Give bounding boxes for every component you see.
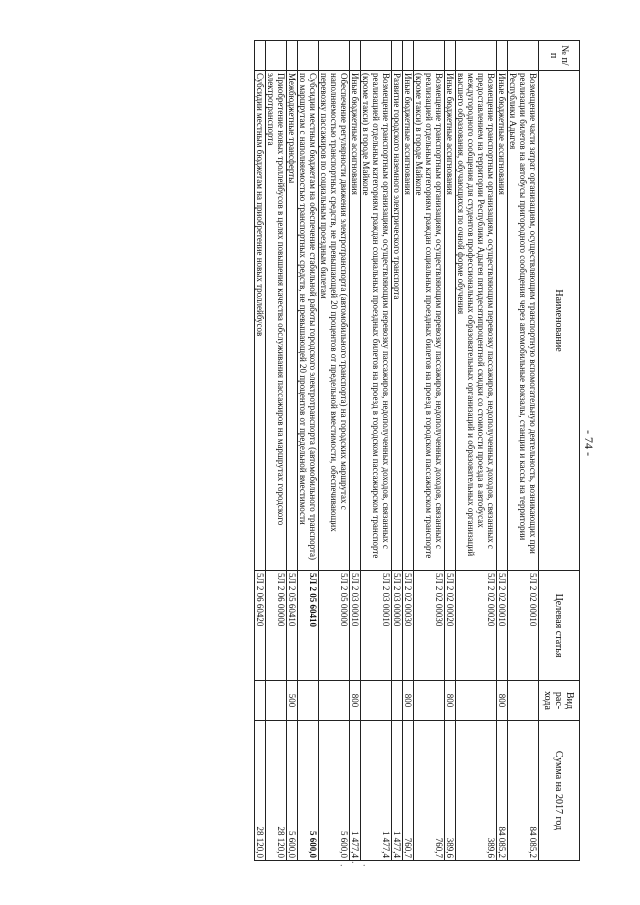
table-body bbox=[255, 41, 539, 861]
cell-name: Возмещение части затрат организациям, осуществляющим транспортную вспомогательную деятельность, возникающих при реализации билетов на автобусы пригородного сообщения через автомобильные вокзалы, станции и кассы на территории Республики Адыгея bbox=[508, 71, 539, 571]
cell-name: Возмещение транспортным организациям, осуществляющим перевозку пассажиров, недополученных доходов, связанных с предоставлением на территории Республики Адыгея пятидесятипроцентной скидки со стоимости проезда в автобусах междугородного сообщения для студентов профессиональных образовательных организаций и образовательных организаций высшего образования, обучающихся по очной форме обучения bbox=[456, 71, 497, 571]
table-row bbox=[392, 41, 403, 861]
cell-sum: 760,7 bbox=[414, 721, 445, 861]
page-number: - 74 - bbox=[582, 430, 596, 456]
table-row bbox=[456, 41, 497, 861]
cell-vid bbox=[392, 681, 403, 721]
cell-vid bbox=[319, 681, 350, 721]
budget-table-rotated bbox=[90, 40, 580, 860]
cell-vid: 500 bbox=[287, 681, 298, 721]
table-header-row bbox=[539, 41, 580, 861]
cell-vid: 800 bbox=[445, 681, 456, 721]
cell-name: Обеспечение регулярности движения электротранспорта (автомобильного транспорта) на городских маршрутах с наполняемостью транспортных средств, не превышающей 20 процентов от предельной вместимости, обеспечивающих перевозку пассажиров по социальным проездным билетам bbox=[319, 71, 350, 571]
table-row bbox=[508, 41, 539, 861]
cell-code: 5Л 2 03 00010 bbox=[361, 571, 392, 681]
cell-sum: 84 085,2 bbox=[508, 721, 539, 861]
header-sum: Сумма на 2017 год bbox=[539, 721, 580, 861]
cell-sum: 389,6 bbox=[456, 721, 497, 861]
cell-num bbox=[403, 41, 414, 71]
cell-name: Возмещение транспортным организациям, осуществляющим перевозку пассажиров, недополученных доходов, связанных с реализацией отдельным категориям граждан социальных проездных билетов на проезд в городском пассажирском транспорте (кроме такси) в городе Майкопе bbox=[361, 71, 392, 571]
cell-code: 5Л 2 03 00000 bbox=[392, 571, 403, 681]
cell-num bbox=[392, 41, 403, 71]
cell-num bbox=[350, 41, 361, 71]
cell-num bbox=[298, 41, 319, 71]
table-row bbox=[361, 41, 392, 861]
cell-sum: 760,7 bbox=[403, 721, 414, 861]
cell-name: Иные бюджетные ассигнования bbox=[403, 71, 414, 571]
header-num: № п/п bbox=[539, 41, 580, 71]
cell-vid: 800 bbox=[497, 681, 508, 721]
table-row bbox=[255, 41, 266, 861]
cell-num bbox=[497, 41, 508, 71]
cell-sum: 1 477,4 bbox=[350, 721, 361, 861]
budget-table bbox=[254, 40, 580, 861]
cell-vid bbox=[255, 681, 266, 721]
cell-name: Межбюджетные трансферты bbox=[287, 71, 298, 571]
table-row bbox=[414, 41, 445, 861]
table-row bbox=[319, 41, 350, 861]
table-row bbox=[266, 41, 287, 861]
cell-vid bbox=[266, 681, 287, 721]
header-vid: Вид рас-хода bbox=[539, 681, 580, 721]
cell-num bbox=[456, 41, 497, 71]
cell-code: 5Л 2 02 00030 bbox=[403, 571, 414, 681]
cell-name: Иные бюджетные ассигнования bbox=[445, 71, 456, 571]
cell-sum: 84 085,2 bbox=[497, 721, 508, 861]
cell-num bbox=[508, 41, 539, 71]
cell-code: 5Л 2 06 00000 bbox=[266, 571, 287, 681]
cell-sum: 28 120,0 bbox=[255, 721, 266, 861]
cell-code: 5Л 2 02 00020 bbox=[456, 571, 497, 681]
cell-vid bbox=[361, 681, 392, 721]
cell-num bbox=[361, 41, 392, 71]
cell-sum: 5 600,0 bbox=[319, 721, 350, 861]
table-row bbox=[298, 41, 319, 861]
cell-sum: 1 477,4 bbox=[392, 721, 403, 861]
cell-num bbox=[287, 41, 298, 71]
header-code: Целевая статья bbox=[539, 571, 580, 681]
cell-num bbox=[445, 41, 456, 71]
table-row bbox=[350, 41, 361, 861]
cell-num bbox=[266, 41, 287, 71]
cell-sum: 5 600,0 bbox=[298, 721, 319, 861]
cell-name: Иные бюджетные ассигнования bbox=[497, 71, 508, 571]
cell-code: 5Л 2 06 60420 bbox=[255, 571, 266, 681]
table-row bbox=[497, 41, 508, 861]
cell-name: Иные бюджетные ассигнования bbox=[350, 71, 361, 571]
cell-num bbox=[414, 41, 445, 71]
cell-vid: 800 bbox=[350, 681, 361, 721]
header-name: Наименование bbox=[539, 71, 580, 571]
cell-sum: 389,6 bbox=[445, 721, 456, 861]
cell-code: 5Л 2 02 00010 bbox=[508, 571, 539, 681]
footer-mark: . · . bbox=[340, 858, 369, 869]
cell-code: 5Л 2 03 00010 bbox=[350, 571, 361, 681]
cell-num bbox=[319, 41, 350, 71]
cell-code: 5Л 2 02 00030 bbox=[414, 571, 445, 681]
table-row bbox=[403, 41, 414, 861]
cell-vid bbox=[414, 681, 445, 721]
cell-name: Развитие городского наземного электрического транспорта bbox=[392, 71, 403, 571]
table-row bbox=[445, 41, 456, 861]
cell-code: 5Л 2 05 60410 bbox=[298, 571, 319, 681]
cell-sum: 5 600,0 bbox=[287, 721, 298, 861]
cell-vid: 800 bbox=[403, 681, 414, 721]
cell-code: 5Л 2 05 00000 bbox=[319, 571, 350, 681]
cell-name: Субсидии местным бюджетам на приобретение новых троллейбусов bbox=[255, 71, 266, 571]
cell-code: 5Л 2 02 00020 bbox=[445, 571, 456, 681]
cell-sum: 28 120,0 bbox=[266, 721, 287, 861]
cell-vid bbox=[456, 681, 497, 721]
cell-sum: 1 477,4 bbox=[361, 721, 392, 861]
cell-vid bbox=[508, 681, 539, 721]
cell-name: Субсидии местным бюджетам на обеспечение стабильной работы городского электротранспорта (автомобильного транспорта) по маршрутам с наполняемостью транспортных средств, не превышающей 20 процентов от предельной вместимости bbox=[298, 71, 319, 571]
cell-name: Возмещение транспортным организациям, осуществляющим перевозку пассажиров, недополученных доходов, связанных с реализацией отдельным категориям граждан социальных проездных билетов на проезд в городском пассажирском транспорте (кроме такси) в городе Майкопе bbox=[414, 71, 445, 571]
table-row bbox=[287, 41, 298, 861]
cell-vid bbox=[298, 681, 319, 721]
cell-code: 5Л 2 05 60410 bbox=[287, 571, 298, 681]
cell-num bbox=[255, 41, 266, 71]
cell-code: 5Л 2 02 00010 bbox=[497, 571, 508, 681]
cell-name: Приобретение новых троллейбусов в целях повышения качества обслуживания пассажиров на маршрутах городского электротранспорта bbox=[266, 71, 287, 571]
